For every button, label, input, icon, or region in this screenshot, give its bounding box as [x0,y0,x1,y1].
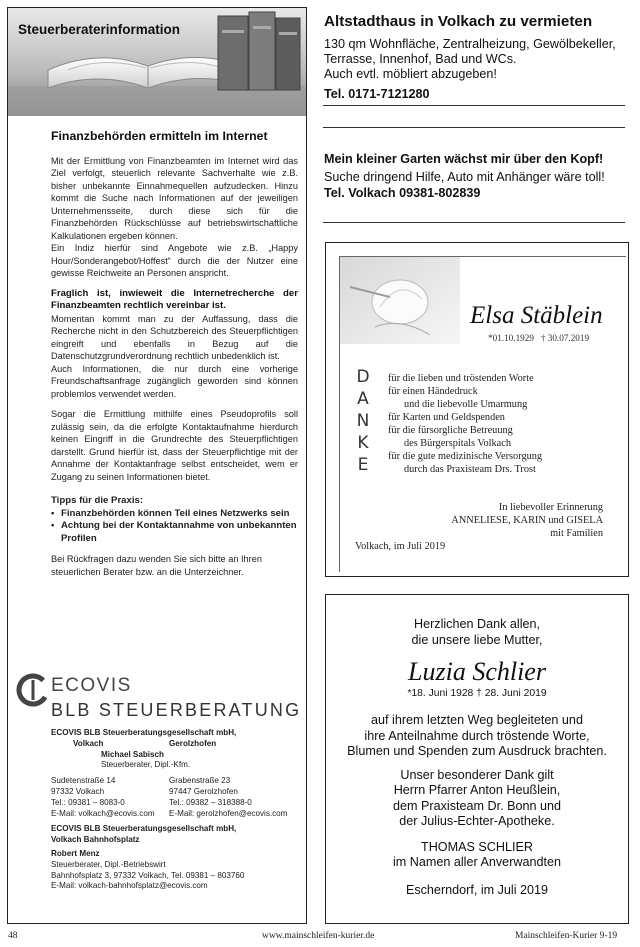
address-line: Sudetenstraße 14 [51,776,116,786]
list-item: • Finanzbehörden können Teil eines Netzwerks sein [61,508,298,521]
thanks-line: für Karten und Geldspenden [388,412,505,423]
divider [323,105,625,106]
body-line: Blumen und Spenden zum Ausdruck brachten. [347,744,607,758]
location: Gerolzhofen [169,738,217,748]
classified-ad-house [324,14,629,102]
ad-line: Suche dringend Hilfe, Auto mit Anhänger wäre toll! [324,170,605,184]
ad-phone: Tel. 0171-7121280 [324,87,430,101]
ad-title: Mein kleiner Garten wächst mir über den Kopf! [324,152,604,166]
logo-subtitle: BLB STEUERBERATUNG [51,700,302,720]
tips-list [51,508,298,546]
thanks-line: der Julius-Echter-Apotheke. [399,814,555,828]
ad-title: Altstadthaus in Volkach zu vermieten [324,13,593,30]
advisor-role: Steuerberater, Dipl.-Kfm. [101,760,191,770]
ad-line: Terrasse, Innenhof, Bad und WCs. [324,52,517,66]
thanks-list [388,372,542,476]
advisor-role: Steuerberater, Dipl.-Betriebswirt [51,859,166,869]
location: Volkach Bahnhofsplatz [51,835,140,845]
paragraph: Auch Informationen, die nur durch eine vorherige Freundschaftsanfrage zugänglich geworden sind können problemlos verwendet werden. [51,363,298,399]
firm-name: ECOVIS BLB Steuerberatungsgesellschaft mbH, [51,824,237,834]
email-link[interactable]: E-Mail: gerolzhofen@ecovis.com [169,808,288,818]
address-line: Grabenstraße 23 [169,776,231,786]
paragraph: Mit der Ermittlung von Finanzbeamten im Internet wird das Ziel verfolgt, steuerlich relevante Sachverhalte wie z.B. bisher unbekannte Einnahmequellen aufzudecken. Hinzu kommt die Suche nach Informationen auf der jeweiligen Unternehmensseite, durch diese sich für die Finanzbehörden Rückschlüsse auf betriebswirtschaftliche Kalkulationen ergeben können. [51,155,298,241]
special-thanks [326,768,628,830]
subheadline: Fraglich ist, inwieweit die Internetrecherche der Finanzbeamten rechtlich vereinbar ist. [51,287,298,311]
location: Volkach [73,738,104,748]
thanks-line: dem Praxisteam Dr. Bonn und [393,798,561,813]
thanks-line: des Bürgerspitals Volkach [404,438,511,449]
thanks-line: für einen Händedruck [388,386,478,397]
firm-name: ECOVIS BLB Steuerberatungsgesellschaft mbH, [51,728,237,737]
thanks-line: für die lieben und tröstenden Worte [388,373,534,384]
email-link[interactable]: E-Mail: volkach@ecovis.com [51,808,155,818]
ad-line: 130 qm Wohnfläche, Zentralheizung, Gewölbekeller, [324,37,616,51]
divider [323,127,625,128]
danke-vertical [355,366,371,476]
closing-line: mit Familien [550,528,603,539]
phone: Tel.: 09381 – 8083-0 [51,797,125,807]
signer-line: im Namen aller Anverwandten [393,855,561,869]
letter: A [357,389,369,409]
body-line: ihre Anteilnahme durch tröstende Worte, [364,728,590,743]
contact-block [51,728,301,892]
life-dates: *01.10.1929 † 30.07.2019 [488,333,590,343]
article-headline: Finanzbehörden ermitteln im Internet [51,129,268,143]
tax-advisor-ad [7,7,307,924]
letter: D [356,367,370,387]
intro [326,617,628,648]
ecovis-logo-icon [16,673,50,707]
advisor-name: Michael Sabisch [101,749,164,759]
email-link[interactable]: E-Mail: volkach-bahnhofsplatz@ecovis.com [51,881,208,891]
flower-image [340,257,460,344]
ad-phone: Tel. Volkach 09381-802839 [324,186,481,200]
paragraph: Bei Rückfragen dazu wenden Sie sich bitte an Ihren steuerlichen Berater bzw. an die Unterzeichner. [51,554,262,577]
life-dates: *18. Juni 1928 † 28. Juni 2019 [407,688,547,699]
paragraph: Sogar die Ermittlung mithilfe eines Pseudoprofils soll zulässig sein, da die erfolgte Kontaktaufnahme hierdurch keinen Eingriff in die Grundrechte des Steuerpflichtigen darstellt. Grund hierfür ist, dass der Steuerpflichtige mit der Annahme der Kontaktanfrage selbst entscheidet, wem er Zugang zu seinen Informationen bietet. [51,409,298,482]
address-line: 97447 Gerolzhofen [169,786,238,796]
divider [323,222,625,223]
address-line: Bahnhofsplatz 3, 97332 Volkach, Tel. 09381 – 803760 [51,870,245,880]
address-line: 97332 Volkach [51,786,105,796]
thanks-line: für die gute medizinische Versorgung [388,451,543,462]
phone: Tel.: 09382 – 318388-0 [169,797,252,807]
closing-line: In liebevoller Erinnerung [498,502,603,513]
banner-image [8,8,306,116]
letter: K [357,433,369,453]
thanks-line: Unser besonderer Dank gilt [400,767,554,782]
advisor-name: Robert Menz [51,848,100,858]
page-number: 48 [8,931,18,941]
letter: E [357,455,369,475]
body [326,713,628,760]
intro-line: Herzlichen Dank allen, [414,617,540,631]
paragraph: Momentan kommt man zu der Auffassung, dass die Recherche nicht in den Schutzbereich des Steuerpflichtigen eingreift und ebenfalls in Bezug auf die Datenschutzgrundverordnung rechtlich unbedenklich ist. [51,313,298,361]
obituary-luzia [325,594,629,924]
article-body [51,130,298,578]
thanks-line: und die liebevolle Umarmung [404,399,528,410]
issue-label: Mainschleifen-Kurier 9-19 [515,931,618,941]
deceased-name: Luzia Schlier [408,657,546,686]
signature [326,840,628,871]
body-line: auf ihrem letzten Weg begleiteten und [371,713,583,727]
letter: N [356,411,370,431]
closing-block [400,501,603,540]
place-date: Escherndorf, im Juli 2019 [405,882,549,897]
logo-wordmark: ECOVIS [51,675,132,696]
website-link[interactable]: www.mainschleifen-kurier.de [262,931,375,941]
banner-title: Steuerberaterinformation [18,22,181,37]
place-date: Volkach, im Juli 2019 [355,541,446,552]
signer-name: THOMAS SCHLIER [421,839,533,854]
classified-ad-garden [324,151,629,201]
closing-names: ANNELIESE, KARIN und GISELA [451,515,603,526]
tips-title: Tipps für die Praxis: [51,495,144,506]
thanks-line: durch das Praxisteam Drs. Trost [404,464,536,475]
thanks-line: für die fürsorgliche Betreuung [388,425,513,436]
deceased-name: Elsa Stäblein [470,302,603,329]
ad-line: Auch evtl. möbliert abzugeben! [324,67,497,81]
intro-line: die unsere liebe Mutter, [411,632,543,647]
thanks-line: Herrn Pfarrer Anton Heußlein, [393,783,561,797]
paragraph: Ein Indiz hierfür sind Angebote wie z.B. „Happy Hour/Sonderangebot/Hoffest“ durch die der Nutzer eine gewisse Reichweite an Personen anspricht. [51,243,298,278]
list-item: • Achtung bei der Kontaktannahme von unbekannten Profilen [61,520,298,545]
